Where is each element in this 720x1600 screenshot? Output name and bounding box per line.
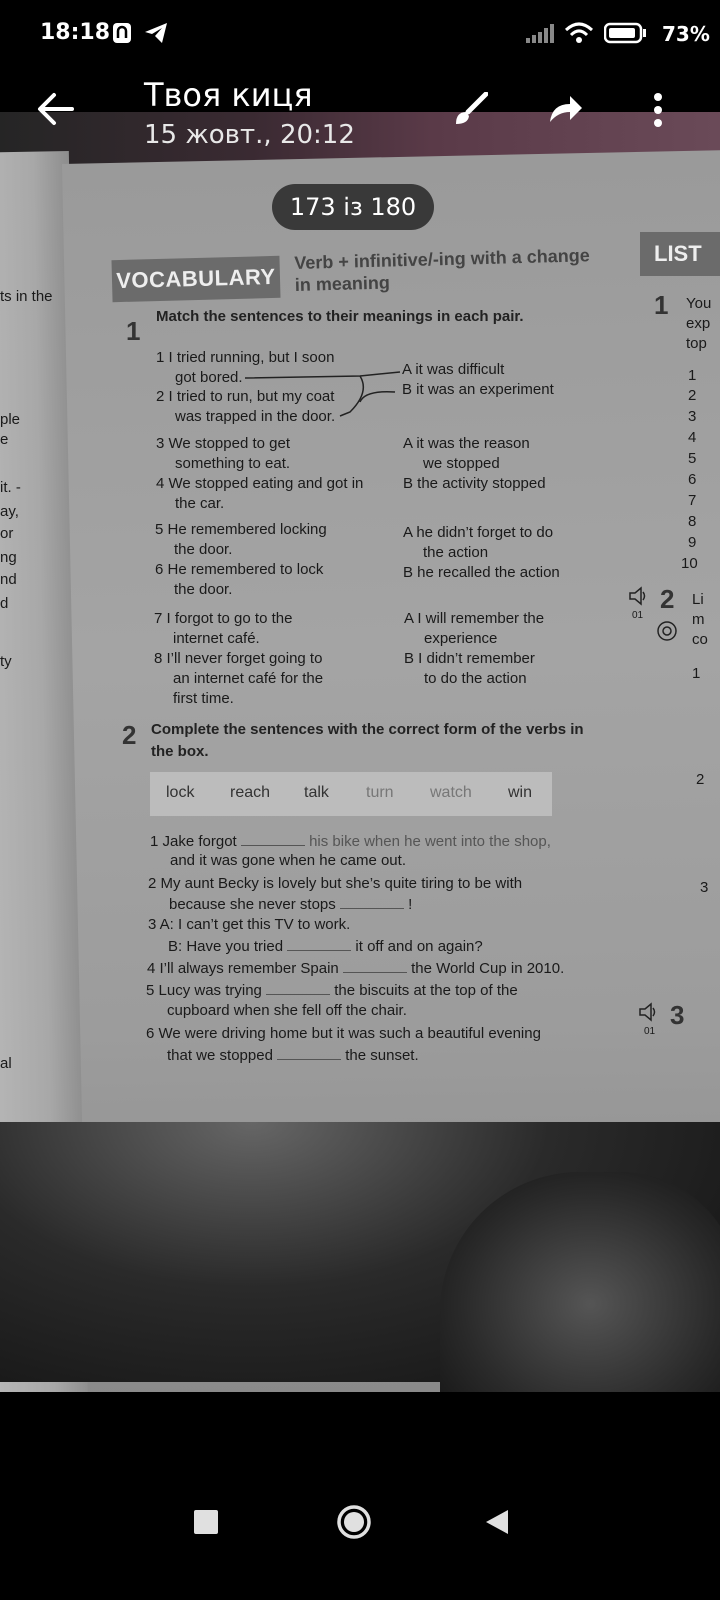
box-word: turn <box>366 784 394 801</box>
left-page-fragment: al <box>0 1055 12 1072</box>
exercise-option: B I didn’t remember <box>404 650 535 667</box>
wifi-icon <box>564 22 594 48</box>
sentence-text: 1 Jake forgot <box>150 833 237 850</box>
sender-name: Твоя киця <box>144 76 313 114</box>
page-counter: 173 із 180 <box>272 184 434 230</box>
exercise-line: first time. <box>173 690 234 707</box>
sentence-text: 5 Lucy was trying <box>146 982 262 999</box>
sentence-line: 3 A: I can’t get this TV to work. <box>148 916 351 933</box>
list-number: 3 <box>688 408 697 425</box>
box-word: lock <box>166 784 195 801</box>
listening-banner: LIST <box>640 232 720 276</box>
exercise-line: 6 He remembered to lock <box>155 561 324 578</box>
sentence-line <box>147 958 564 979</box>
list-number: 10 <box>681 555 698 572</box>
photo-view[interactable] <box>0 112 720 1392</box>
answer-blank <box>343 958 407 973</box>
section-title <box>294 244 591 296</box>
recent-apps-icon[interactable] <box>194 1510 218 1538</box>
sentence-line <box>168 936 483 957</box>
left-page-fragment: d <box>0 595 9 612</box>
list-number: 1 <box>688 367 697 384</box>
telegram-icon <box>144 22 168 48</box>
left-page-fragment: nd <box>0 571 17 588</box>
sentence-text: that we stopped <box>167 1047 273 1064</box>
exercise-line: something to eat. <box>175 455 291 472</box>
sentence-text: 4 I’ll always remember Spain <box>147 960 339 977</box>
system-navigation-bar <box>0 1392 720 1600</box>
message-date: 15 жовт., 20:12 <box>144 120 355 150</box>
right-column-fragment: Li <box>692 591 704 608</box>
answer-blank <box>241 831 305 846</box>
exercise-line: an internet café for the <box>173 670 324 687</box>
exercise-number: 3 <box>670 1000 685 1030</box>
section-title-line: Verb + infinitive/-ing with a change <box>294 245 591 273</box>
box-word: reach <box>230 784 271 801</box>
status-time: 18:18 <box>40 20 111 45</box>
signal-icon <box>526 24 554 48</box>
exercise-option: the action <box>423 544 489 561</box>
exercise-line: 3 We stopped to get <box>156 435 290 452</box>
left-page-fragment: or <box>0 525 14 542</box>
exercise-option: to do the action <box>424 670 527 687</box>
left-page-fragment: it. - <box>0 479 21 496</box>
exercise-line: the door. <box>174 581 233 598</box>
sentence-line: cupboard when she fell off the chair. <box>167 1002 407 1019</box>
battery-icon <box>604 22 648 48</box>
sentence-text: the World Cup in 2010. <box>411 960 565 977</box>
sentence-text: the sunset. <box>345 1047 419 1064</box>
audio-track: 01 <box>644 1026 656 1037</box>
exercise-line: 2 I tried to run, but my coat <box>156 388 335 405</box>
box-word: talk <box>304 784 329 801</box>
left-page-fragment: ple <box>0 411 21 428</box>
sentence-line: 6 We were driving home but it was such a beautiful evening <box>146 1025 541 1042</box>
exercise-line: the door. <box>174 541 233 558</box>
back-arrow-icon[interactable] <box>36 92 74 130</box>
exercise-line: 5 He remembered locking <box>155 521 327 538</box>
exercise-number: 1 <box>654 290 669 320</box>
right-column-fragment: m <box>692 611 705 628</box>
exercise-line: got bored. <box>175 369 243 386</box>
exercise-number: 1 <box>126 316 141 346</box>
exercise-line: 7 I forgot to go to the <box>154 610 293 627</box>
back-triangle-icon[interactable] <box>484 1508 510 1540</box>
exercise-instruction: Match the sentences to their meanings in each pair. <box>156 308 524 325</box>
edit-brush-icon[interactable] <box>452 92 488 130</box>
list-number: 3 <box>700 879 709 896</box>
exercise-option: A it was the reason <box>403 435 530 452</box>
exercise-option: experience <box>424 630 498 647</box>
sentence-text: it off and on again? <box>355 938 483 955</box>
exercise-line: was trapped in the door. <box>175 408 336 425</box>
answer-blank <box>277 1045 341 1060</box>
list-number: 6 <box>688 471 697 488</box>
section-label: VOCABULARY <box>111 256 280 302</box>
list-number: 2 <box>688 387 697 404</box>
status-bar <box>0 0 720 70</box>
exercise-line: 1 I tried running, but I soon <box>156 349 335 366</box>
section-title-line: in meaning <box>294 272 391 295</box>
exercise-line: internet café. <box>173 630 260 647</box>
word-box <box>150 772 552 816</box>
exercise-option: B the activity stopped <box>403 475 546 492</box>
list-number: 7 <box>688 492 697 509</box>
share-forward-icon[interactable] <box>548 92 584 128</box>
right-column-fragment: You <box>686 295 712 312</box>
exercise-option: A it was difficult <box>402 361 505 378</box>
list-number: 2 <box>696 771 705 788</box>
right-column-fragment: top <box>686 335 707 352</box>
sentence-line <box>146 980 518 1001</box>
app-notification-icon <box>112 22 132 48</box>
box-word: watch <box>430 784 472 801</box>
sentence-text: ! <box>408 896 413 913</box>
sentence-line <box>169 894 412 915</box>
list-number: 8 <box>688 513 697 530</box>
more-options-icon[interactable] <box>652 92 664 132</box>
left-page-fragment: ts in the <box>0 288 53 305</box>
right-column-fragment: co <box>692 631 708 648</box>
exercise-number: 2 <box>660 584 675 614</box>
viewer-header <box>0 70 720 170</box>
exercise-option: A I will remember the <box>404 610 545 627</box>
exercise-line: 8 I’ll never forget going to <box>154 650 323 667</box>
answer-blank <box>287 936 351 951</box>
home-icon[interactable] <box>336 1504 372 1544</box>
right-column-fragment: exp <box>686 315 711 332</box>
sentence-line: and it was gone when he came out. <box>170 852 406 869</box>
sentence-text: because she never stops <box>169 896 336 913</box>
audio-track: 01 <box>632 610 644 621</box>
sentence-text: B: Have you tried <box>168 938 284 955</box>
battery-percent: 73% <box>662 22 710 46</box>
list-number: 9 <box>688 534 697 551</box>
sentence-text: the biscuits at the top of the <box>334 982 518 999</box>
exercise-line: the car. <box>175 495 225 512</box>
list-number: 1 <box>692 665 701 682</box>
exercise-option: we stopped <box>423 455 500 472</box>
exercise-option: B it was an experiment <box>402 381 554 398</box>
sentence-line: 2 My aunt Becky is lovely but she’s quite tiring to be with <box>148 875 523 892</box>
left-page-fragment: ty <box>0 653 12 670</box>
exercise-option: A he didn’t forget to do <box>403 524 554 541</box>
list-number: 5 <box>688 450 697 467</box>
exercise-instruction: the box. <box>151 743 209 760</box>
left-page-fragment: e <box>0 431 9 448</box>
sentence-line <box>167 1045 419 1066</box>
left-page-fragment: ng <box>0 549 17 566</box>
list-number: 4 <box>688 429 697 446</box>
box-word: win <box>508 784 533 801</box>
sentence-line <box>150 831 551 852</box>
exercise-option: B he recalled the action <box>403 564 560 581</box>
left-page-fragment: ay, <box>0 503 19 520</box>
exercise-number: 2 <box>122 720 137 750</box>
target-icon <box>656 620 678 647</box>
exercise-instruction: Complete the sentences with the correct form of the verbs in <box>151 721 584 738</box>
answer-blank <box>340 894 404 909</box>
exercise-line: 4 We stopped eating and got in <box>156 475 364 492</box>
handwritten-match-lines <box>240 362 410 422</box>
sentence-text: his bike when he went into the shop, <box>309 833 551 850</box>
answer-blank <box>266 980 330 995</box>
